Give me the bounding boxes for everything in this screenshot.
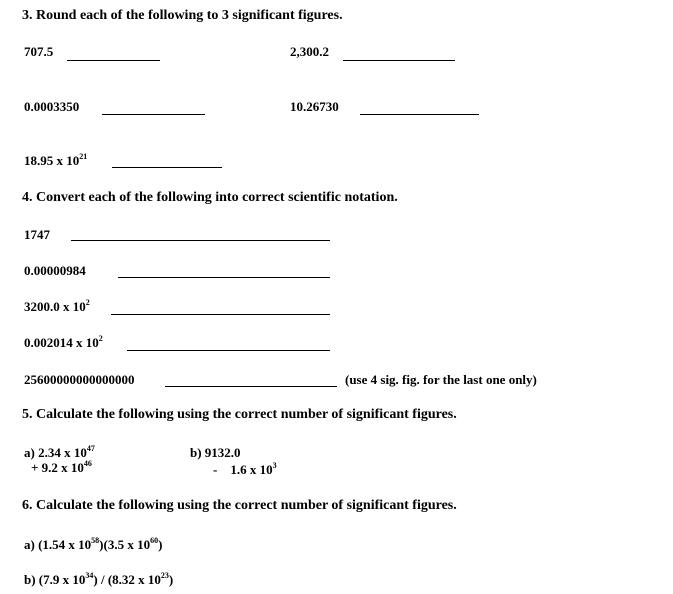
q3-item-3: 0.0003350 [24,99,80,114]
q4-note: (use 4 sig. fig. for the last one only) [345,372,537,387]
q3-answer-blank-3[interactable] [102,114,205,115]
q5-heading: 5. Calculate the following using the correct number of significant figures. [22,407,457,422]
q6-b-expression: b) (7.9 x $10^{34}) / (8.32$ x $10^{23}$) [24,571,174,587]
q5-b-line-1: b) 9132.0 [190,445,241,460]
q4-answer-blank-1[interactable] [71,240,330,241]
q5-a-line-2: + 9.2 x $10^{46}$ [31,459,92,475]
q3-item-5: 18.95 x $10^{21}$ [24,152,88,168]
q5-a-line-1: a) 2.34 x $10^{47}$ [24,444,95,460]
q4-answer-blank-2[interactable] [118,277,330,278]
q3-item-1: 707.5 [24,44,54,59]
q4-answer-blank-4[interactable] [127,350,330,351]
q4-item-1: 1747 [24,227,50,242]
q4-item-5: 25600000000000000 [24,372,135,387]
q5-b-line-2: - 1.6 x $10^3$ [213,461,277,477]
q4-item-4: 0.002014 x $10^2$ [24,334,103,350]
q4-answer-blank-5[interactable] [165,386,337,387]
q6-a-expression: a) (1.54 x $10^{58})(3.5$ x $10^{60}$) [24,536,163,552]
q3-item-4: 10.26730 [290,99,339,114]
q6-heading: 6. Calculate the following using the correct number of significant figures. [22,498,457,513]
q3-heading: 3. Round each of the following to 3 significant figures. [22,8,343,23]
q4-item-3: 3200.0 x $10^2$ [24,298,90,314]
q3-answer-blank-2[interactable] [343,60,455,61]
q3-answer-blank-5[interactable] [112,167,222,168]
q3-answer-blank-1[interactable] [67,60,160,61]
q3-answer-blank-4[interactable] [360,114,479,115]
q4-answer-blank-3[interactable] [111,314,330,315]
q4-item-2: 0.00000984 [24,263,86,278]
q3-item-2: 2,300.2 [290,44,329,59]
q4-heading: 4. Convert each of the following into correct scientific notation. [22,190,398,205]
